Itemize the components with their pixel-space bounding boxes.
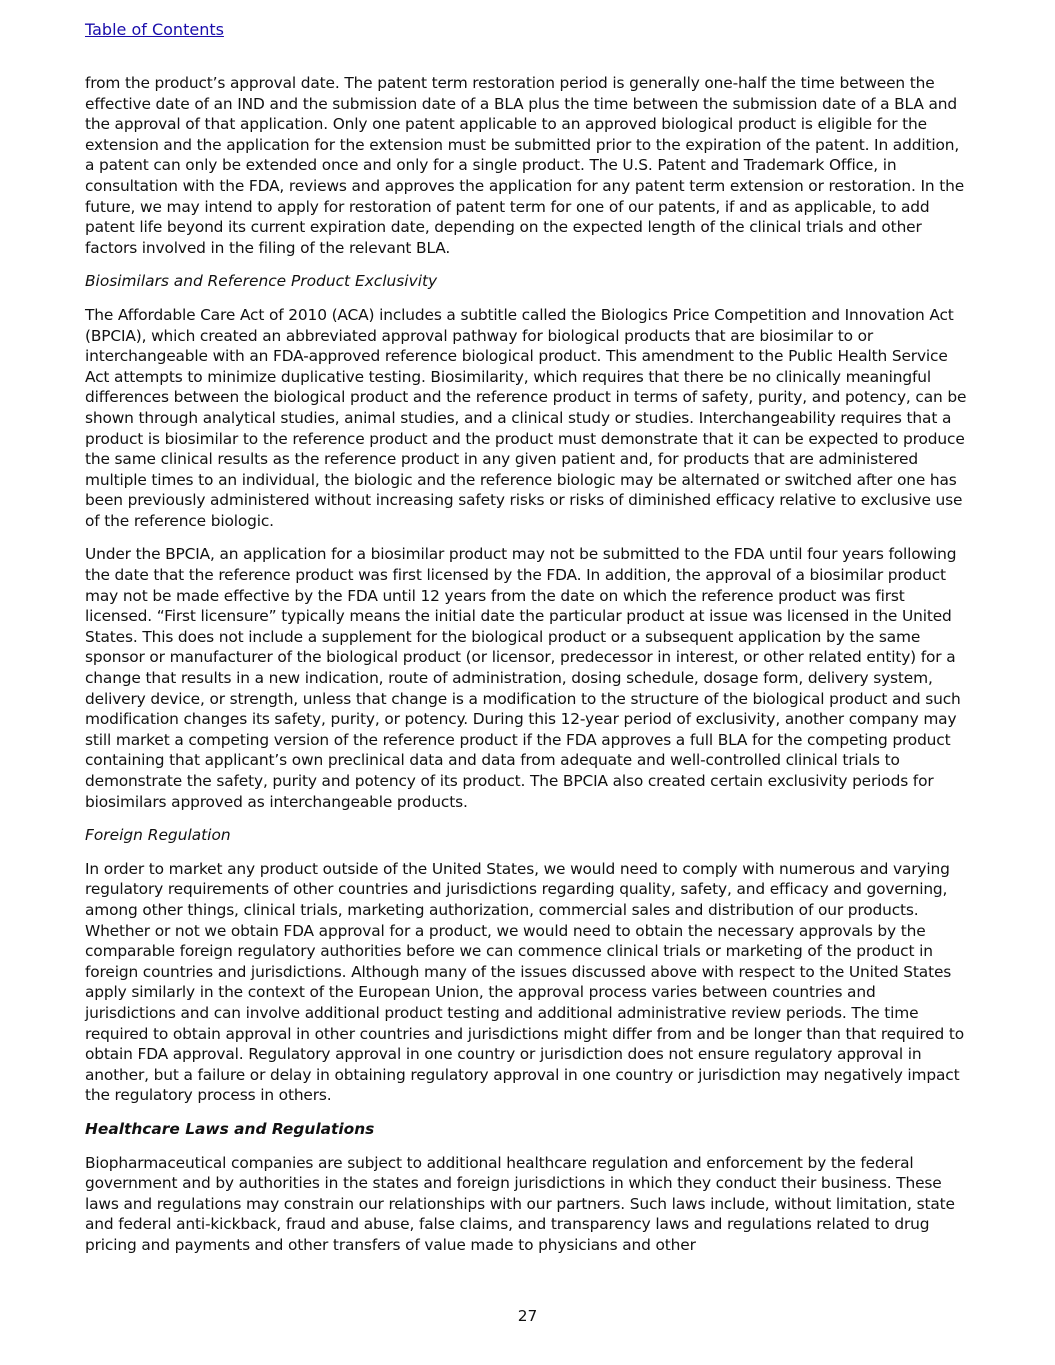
heading-foreign-regulation: Foreign Regulation bbox=[85, 826, 231, 845]
page-number: 27 bbox=[517, 1307, 538, 1325]
paragraph-foreign-regulation: In order to market any product outside of the United States, we would need to comply with numerous and varying regulatory requirements of other countries and jurisdictions regarding quality, safety, and efficacy and governing, among other things, clinical trials, marketing authorization, commercial sales and distribution of our products. Whether or not we obtain FDA approval for a product, we would need to obtain the necessary approvals by the comparable foreign regulatory authorities before we can commence clinical trials or marketing of the product in foreign countries and jurisdictions. Although many of the issues discussed above with respect to the United States apply similarly in the context of the European Union, the approval process varies between countries and jurisdictions and can involve additional product testing and additional administrative review periods. The time required to obtain approval in other countries and jurisdictions might differ from and be longer than that required to obtain FDA approval. Regulatory approval in one country or jurisdiction does not ensure regulatory approval in another, but a failure or delay in obtaining regulatory approval in one country or jurisdiction may negatively impact the regulatory process in others. bbox=[85, 859, 965, 1105]
document-body bbox=[85, 73, 971, 1268]
heading-biosimilars: Biosimilars and Reference Product Exclusivity bbox=[85, 272, 438, 291]
heading-healthcare-laws: Healthcare Laws and Regulations bbox=[85, 1119, 375, 1138]
paragraph-healthcare-laws: Biopharmaceutical companies are subject to additional healthcare regulation and enforcement by the federal government and by authorities in the states and foreign jurisdictions in which they conduct their business. These laws and regulations may constrain our relationships with our partners. Such laws include, without limitation, state and federal anti-kickback, fraud and abuse, false claims, and transparency laws and regulations related to drug pricing and payments and other transfers of value made to physicians and other bbox=[85, 1153, 955, 1254]
table-of-contents-link[interactable]: Table of Contents bbox=[85, 20, 224, 39]
paragraph-aca-bpcia: The Affordable Care Act of 2010 (ACA) includes a subtitle called the Biologics Price Competition and Innovation Act (BPCIA), which created an abbreviated approval pathway for biological products that are biosimilar to or interchangeable with an FDA-approved reference biological product. This amendment to the Public Health Service Act attempts to minimize duplicative testing. Biosimilarity, which requires that there be no clinically meaningful differences between the biological product and the reference product in terms of safety, purity, and potency, can be shown through analytical studies, animal studies, and a clinical study or studies. Interchangeability requires that a product is biosimilar to the reference product and the product must demonstrate that it can be expected to produce the same clinical results as the reference product in any given patient and, for products that are administered multiple times to an individual, the biologic and the reference biologic may be alternated or switched after one has been previously administered without increasing safety risks or risks of diminished efficacy relative to exclusive use of the reference biologic. bbox=[85, 305, 967, 530]
paragraph-bpcia-exclusivity: Under the BPCIA, an application for a biosimilar product may not be submitted to the FDA until four years following the date that the reference product was first licensed by the FDA. In addition, the approval of a biosimilar product may not be made effective by the FDA until 12 years from the date on which the reference product was first licensed. “First licensure” typically means the initial date the particular product at issue was licensed in the United States. This does not include a supplement for the biological product or a subsequent application by the same sponsor or manufacturer of the biological product (or licensor, predecessor in interest, or other related entity) for a change that results in a new indication, route of administration, dosing schedule, dosage form, delivery system, delivery device, or strength, unless that change is a modification to the structure of the biological product and such modification changes its safety, purity, or potency. During this 12-year period of exclusivity, another company may still market a competing version of the reference product if the FDA approves a full BLA for the competing product containing that applicant’s own preclinical data and data from adequate and well-controlled clinical trials to demonstrate the safety, purity and potency of its product. The BPCIA also created certain exclusivity periods for biosimilars approved as interchangeable products. bbox=[85, 545, 961, 811]
paragraph-patent-term: from the product’s approval date. The patent term restoration period is generally one-half the time between the effective date of an IND and the submission date of a BLA plus the time between the submission date of a BLA and the approval of that application. Only one patent applicable to an approved biological product is eligible for the extension and the application for the extension must be submitted prior to the expiration of the patent. In addition, a patent can only be extended once and only for a single product. The U.S. Patent and Trademark Office, in consultation with the FDA, reviews and approves the application for any patent term extension or restoration. In the future, we may intend to apply for restoration of patent term for one of our patents, if and as applicable, to add patent life beyond its current expiration date, depending on the expected length of the clinical trials and other factors involved in the filing of the relevant BLA. bbox=[85, 74, 965, 257]
